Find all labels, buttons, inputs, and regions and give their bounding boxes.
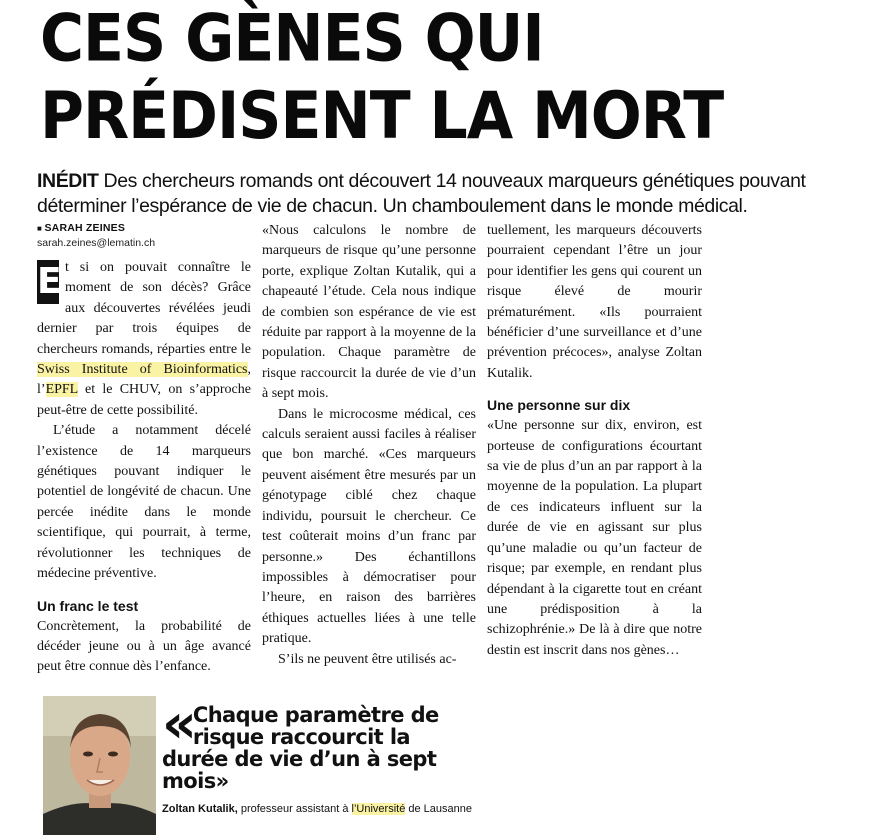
headline-line-1: CES GÈNES QUI — [40, 1, 544, 77]
caption-name: Zoltan Kutalik, — [162, 803, 238, 815]
subhead: Une personne sur dix — [487, 397, 631, 414]
paragraph-text: t si on pouvait connaître le moment de son décès? Grâce aux découvertes révélées jeudi dernier par trois équipes de chercheurs romands, réparties entre le — [37, 260, 251, 357]
portrait-photo — [43, 696, 156, 835]
quote-mark-icon: « — [162, 692, 189, 755]
lead-kicker: INÉDIT — [37, 170, 99, 192]
lead-text: Des chercheurs romands ont découvert 14 nouveaux marqueurs génétiques pouvant déterminer l’espérance de vie de chacun. Un chamboulement dans le monde médical. — [37, 170, 806, 217]
headline-line-2: PRÉDISENT LA MORT — [40, 78, 724, 155]
subhead: Un franc le test — [37, 597, 139, 614]
photo-caption — [162, 803, 582, 815]
paragraph: «Nous calculons le nombre de marqueurs de risque qu’une personne porte, explique Zoltan Kutalik, qui a chapeauté l’étude. Cela nous indique de combien son espérance de vie est réduite par rapport à la moyenne de la population. Chaque paramètre de risque raccourcit la durée de vie d’un à sept mois. — [262, 223, 476, 402]
caption-role: professeur assistant à — [237, 803, 352, 815]
paragraph-text: , l’ — [37, 362, 251, 398]
byline-author: ■ SARAH ZEINES — [37, 222, 252, 234]
lead-paragraph — [37, 169, 867, 219]
paragraph-text: et le CHUV, on s’approche peut-être de cette possibilité. — [37, 382, 251, 418]
byline — [37, 222, 252, 249]
paragraph: Dans le microcosme médical, ces calculs seraient aussi faciles à réaliser que bon marché. «Ces marqueurs peuvent aisément être mesurés par un génotypage ciblé chez chaque individu, poursuit le chercheur. Ce test coûterait moins d’un franc par personne.» Des échantillons impossibles à démocratiser pour l’heure, en raison des barrières éthiques actuelles liées à une telle pratique. — [262, 406, 476, 647]
paragraph: L’étude a notamment décelé l’existence de 14 marqueurs génétiques pouvant indiquer le potentiel de longévité de chacun. Une percée inédite dans le monde scientifique, qui pourrait, à terme, révolutionner les techniques de médecine préventive. — [37, 423, 251, 582]
portrait-illustration — [43, 696, 156, 835]
paragraph: tuellement, les marqueurs découverts pourraient cependant l’être un jour pour identifier les gens qui courent un risque élevé de mourir prématurément. «Ils pourraient bénéficier d’une surveillance et d’une prévention précoces», analyse Zoltan Kutalik. — [487, 223, 702, 381]
highlight-epfl: EPFL — [45, 382, 78, 398]
paragraph: «Une personne sur dix, environ, est porteuse de configurations écourtant sa vie de plus d’un an par rapport à la moyenne de la population. La plupart de ces indicateurs influent sur la durée de vie en agissant sur plus qu’une maladie ou qu’un facteur de risque; par exemple, en rendant plus dépendant à la cigarette tout en créant une prédisposition à la schizophrénie.» De là à dire que notre destin est inscrit dans nos gènes… — [487, 418, 702, 658]
dropcap: E — [37, 261, 62, 302]
byline-email[interactable]: sarah.zeines@lematin.ch — [37, 237, 156, 249]
pull-quote-text: Chaque paramètre de risque raccourcit la durée de vie d’un à sept mois» — [162, 703, 439, 793]
paragraph: Concrètement, la probabilité de décéder jeune ou à un âge avancé peut être connue dès l’enfance. — [37, 618, 251, 675]
paragraph: S’ils ne peuvent être utilisés ac- — [278, 651, 457, 667]
highlight-universite: l’Université — [351, 803, 406, 815]
article-column-1 — [37, 258, 251, 678]
caption-role-end: de Lausanne — [405, 803, 472, 815]
highlight-sib: Swiss Institute of Bioinformatics — [37, 362, 248, 378]
pull-quote — [162, 692, 462, 793]
paragraph — [37, 258, 251, 421]
headline — [40, 0, 860, 156]
article-column-2 — [262, 221, 476, 670]
article-column-3 — [487, 221, 702, 661]
